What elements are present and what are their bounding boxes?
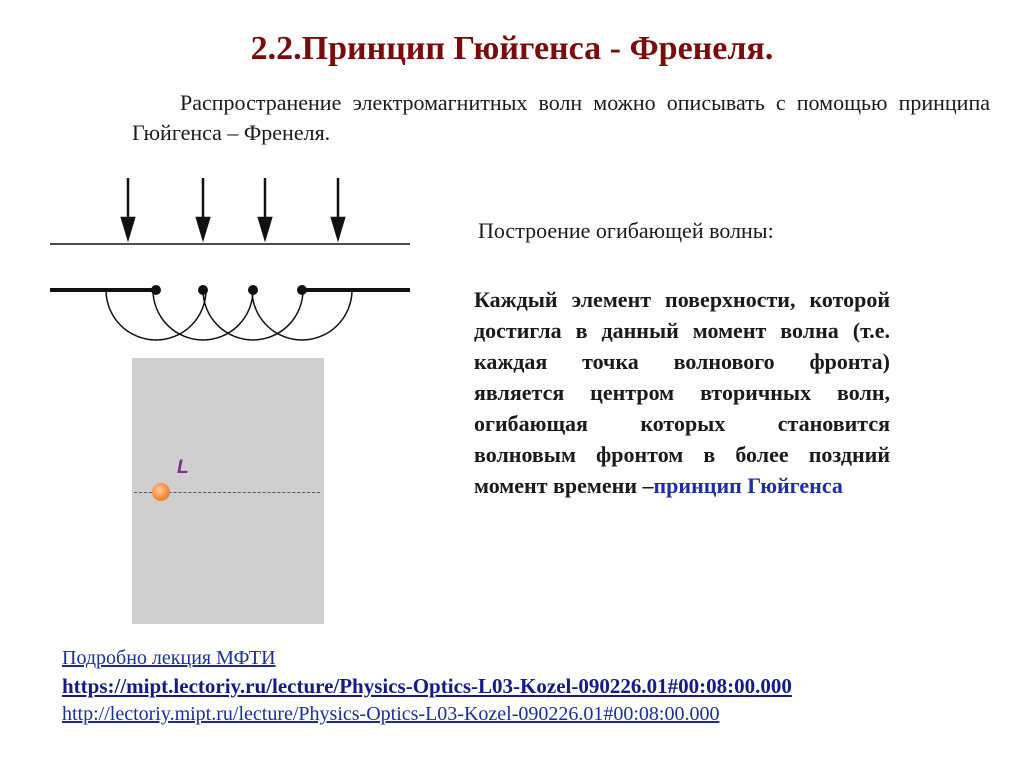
envelope-subheading: Построение огибающей волны: [478, 218, 774, 243]
light-source-label: L [177, 457, 189, 478]
lecture-link-https[interactable]: https://mipt.lectoriy.ru/lecture/Physics-Optics-L03-Kozel-090226.01#00:08:00.000 [62, 674, 792, 698]
wavelet-source-points [151, 285, 307, 295]
references [62, 644, 1012, 728]
principle-highlight: принцип Гюйгенса [653, 473, 843, 498]
incident-arrows [122, 178, 344, 238]
light-source-dot [152, 483, 170, 501]
huygens-wavefront-diagram [40, 170, 420, 355]
lecture-label-link[interactable]: Подробно лекция МФТИ [62, 647, 276, 669]
secondary-wavelets [106, 290, 352, 340]
principle-paragraph [474, 284, 890, 501]
lecture-link-http[interactable]: http://lectoriy.mipt.ru/lecture/Physics-Optics-L03-Kozel-090226.01#00:08:00.000 [62, 703, 720, 725]
animation-panel [132, 358, 324, 624]
intro-paragraph: Распространение электромагнитных волн можно описывать с помощью принципа Гюйгенса – Френеля. [132, 90, 990, 145]
principle-text: Каждый элемент поверхности, которой достигла в данный момент волна (т.е. каждая точка волнового фронта) является центром вторичных волн, огибающая которых становится волновым фронтом в более поздний момент времени – [474, 287, 890, 498]
slide-title: 2.2.Принцип Гюйгенса - Френеля. [250, 30, 774, 67]
